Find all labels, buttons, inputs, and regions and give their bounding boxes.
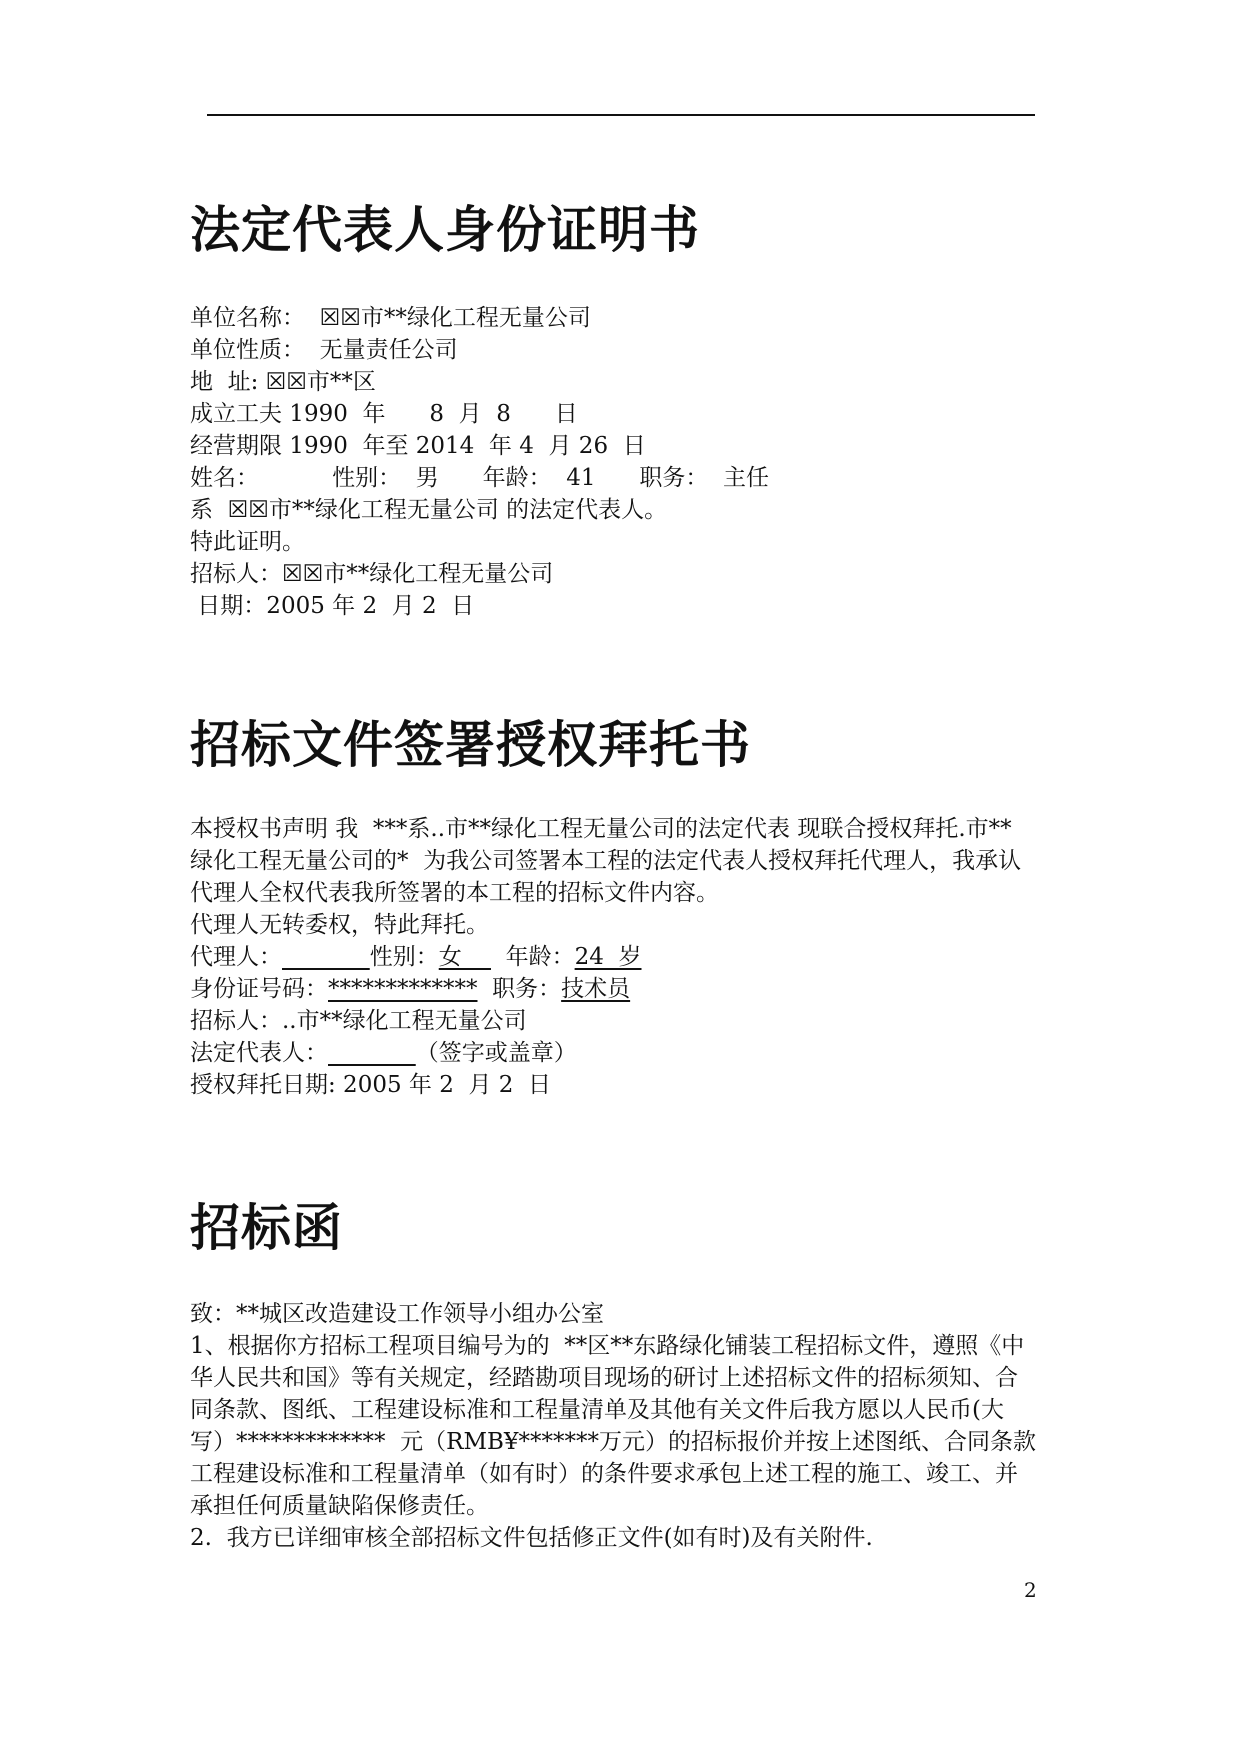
s1-line: 特此证明。 [190,529,305,555]
section-title-authorization-letter: 招标文件签署授权拜托书 [190,716,751,774]
agent-label: 代理人： [190,944,282,970]
s1-line: 姓名： 性别： 男 年龄： 41 职务： 主任 [190,465,769,491]
s3-line: 2. 我方已详细审核全部招标文件包括修正文件(如有时)及有关附件. [190,1525,873,1551]
id-value: ************* [328,976,478,1002]
section-title-bid-letter: 招标函 [190,1199,343,1257]
s3-line: 写）************* 元（RMB¥*******万元）的招标报价并按上述图纸、合同条款 [190,1429,1037,1455]
s1-line: 单位性质： 无量责任公司 [190,337,458,363]
s1-line: 招标人：☒☒市**绿化工程无量公司 [190,561,554,587]
authorization-date: 授权拜托日期: 2005 年 2 月 2 日 [190,1072,552,1098]
s3-line: 工程建设标准和工程量清单（如有时）的条件要求承包上述工程的施工、竣工、并 [190,1461,1018,1487]
s1-line: 地 址: ☒☒市**区 [190,369,376,395]
s1-line: 单位名称： ☒☒市**绿化工程无量公司 [190,305,591,331]
s2-line: 绿化工程无量公司的* 为我公司签署本工程的法定代表人授权拜托代理人，我承认 [190,848,1022,874]
s3-line: 致：**城区改造建设工作领导小组办公室 [190,1301,604,1327]
s3-line: 同条款、图纸、工程建设标准和工程量清单及其他有关文件后我方愿以人民币(大 [190,1397,1004,1423]
duty-value: 技术员 [561,976,631,1002]
s1-line: 日期：2005 年 2 月 2 日 [190,593,475,619]
agent-info-line [190,941,642,973]
s2-line: 代理人无转委权，特此拜托。 [190,912,489,938]
id-info-line [190,973,630,1005]
header-rule [207,114,1035,116]
age-label: 年龄： [490,944,575,970]
legal-rep-line [190,1037,577,1069]
duty-label: 职务： [477,976,562,1002]
s1-line: 系 ☒☒市**绿化工程无量公司 的法定代表人。 [190,497,668,523]
s3-line: 华人民共和国》等有关规定，经踏勘项目现场的研讨上述招标文件的招标须知、合 [190,1365,1018,1391]
s3-line: 1、根据你方招标工程项目编号为的 **区**东路绿化铺装工程招标文件，遵照《中 [190,1333,1025,1359]
s2-line: 代理人全权代表我所签署的本工程的招标文件内容。 [190,880,719,906]
gender-label: 性别： [369,944,439,970]
age-value: 24 岁 [574,944,642,970]
gender-value: 女 [438,944,491,970]
s2-line: 本授权书声明 我 ***系..市**绿化工程无量公司的法定代表 现联合授权拜托.市** [190,816,1012,842]
legal-blank [328,1040,416,1066]
id-label: 身份证号码： [190,976,328,1002]
bidder-line: 招标人：..市**绿化工程无量公司 [190,1008,527,1034]
legal-note: （签字或盖章） [415,1040,577,1066]
s3-line: 承担任何质量缺陷保修责任。 [190,1493,489,1519]
page-number: 2 [1024,1578,1037,1602]
s1-line: 成立工夫 1990 年 8 月 8 日 [190,401,578,427]
s1-line: 经营期限 1990 年至 2014 年 4 月 26 日 [190,433,646,459]
agent-blank [282,944,370,970]
section-title-legal-rep-certificate: 法定代表人身份证明书 [190,201,700,259]
legal-label: 法定代表人： [190,1040,328,1066]
